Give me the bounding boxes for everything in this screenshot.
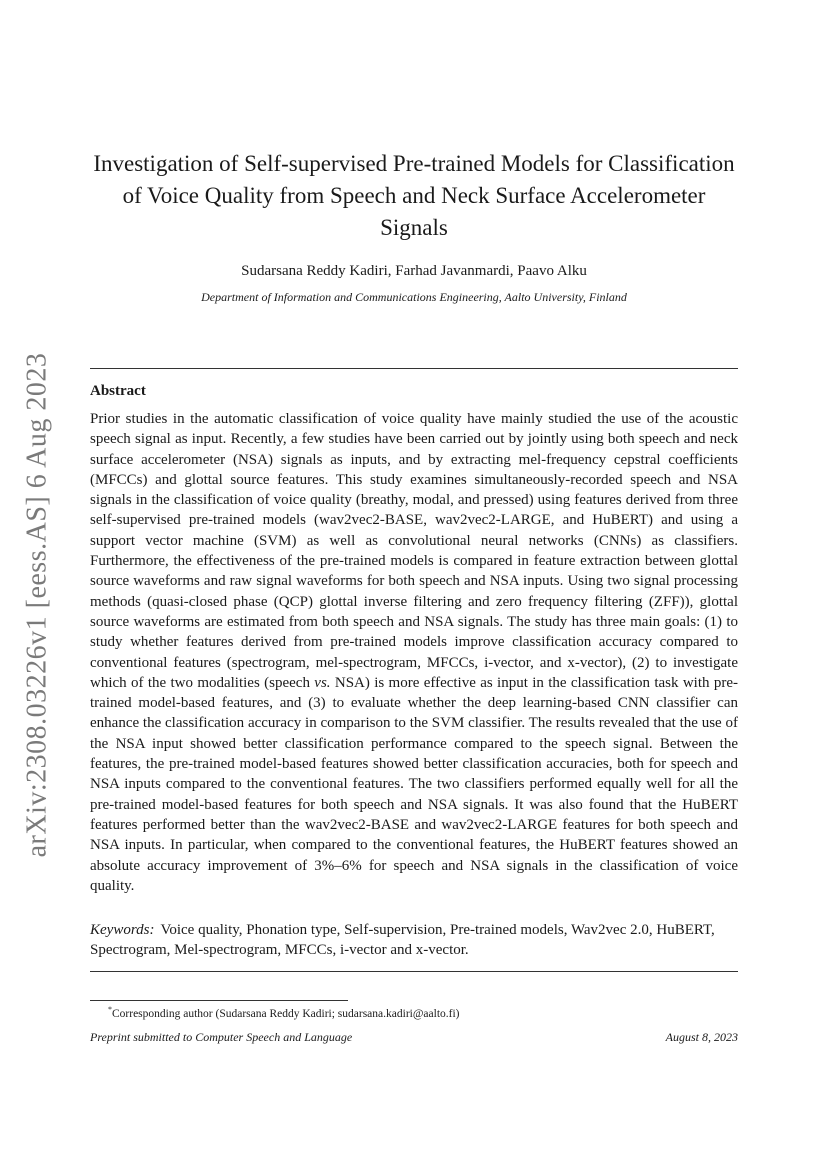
keywords — [90, 920, 738, 961]
abstract-text-part-1: Prior studies in the automatic classification of voice quality have mainly studied the use of the acoustic speech signal as input. Recently, a few studies have been carried out by jointly using both speech and neck surface accelerometer (NSA) signals as inputs, and by extracting mel-frequency cepstral coefficients (MFCCs) and glottal source features. This study examines simultaneously-recorded speech and NSA signals in the classification of voice quality (breathy, modal, and pressed) using features derived from three self-supervised pre-trained models (wav2vec2-BASE, wav2vec2-LARGE, and HuBERT) and using a support vector machine (SVM) as well as convolutional neural networks (CNNs) as classifiers. Furthermore, the effectiveness of the pre-trained models is compared in feature extraction between glottal source waveforms and raw signal waveforms for both speech and NSA inputs. Using two signal processing methods (quasi-closed phase (QCP) glottal inverse filtering and zero frequency filtering (ZFF)), glottal source waveforms are estimated from both speech and NSA signals. The study has three main goals: (1) to study whether features derived from pre-trained models improve classification accuracy compared to conventional features (spectrogram, mel-spectrogram, MFCCs, i-vector, and x-vector), (2) to investigate which of the two modalities (speech — [90, 411, 738, 691]
abstract-text-part-2: NSA) is more effective as input in the classification task with pre-trained model-based features, and (3) to evaluate whether the deep learning-based CNN classifier can enhance the classification accuracy in comparison to the SVM classifier. The results revealed that the use of the NSA input showed better classification performance compared to the speech signal. Between the features, the pre-trained model-based features showed better classification accuracies, both for speech and NSA inputs compared to the conventional features. The two classifiers performed equally well for all the pre-trained model-based features for both speech and NSA signals. It was also found that the HuBERT features performed better than the wav2vec2-BASE and wav2vec2-LARGE features for both speech and NSA inputs. In particular, when compared to the conventional features, the HuBERT features showed an absolute accuracy improvement of 3%–6% for speech and NSA signals in the classification of voice quality. — [90, 674, 738, 894]
submission-date: August 8, 2023 — [665, 1030, 738, 1044]
abstract-vs: vs. — [314, 674, 331, 691]
abstract-heading: Abstract — [90, 383, 146, 399]
keywords-label: Keywords: — [90, 922, 155, 938]
footnote-marker: * — [108, 1005, 112, 1014]
affiliation: Department of Information and Communications Engineering, Aalto University, Finland — [201, 290, 627, 304]
abstract-body — [90, 409, 738, 896]
abstract-bottom-rule — [90, 971, 738, 972]
footnote-text: Corresponding author (Sudarsana Reddy Kadiri; sudarsana.kadiri@aalto.fi) — [112, 1007, 460, 1020]
preprint-notice: Preprint submitted to Computer Speech and Language — [90, 1030, 353, 1044]
corresponding-author-footnote — [108, 1005, 460, 1020]
paper-title: Investigation of Self-supervised Pre-trained Models for Classification of Voice Quality from Speech and Neck Surface Accelerometer Signals — [93, 151, 735, 240]
footnote-rule — [90, 1000, 348, 1001]
abstract-top-rule — [90, 368, 738, 369]
arxiv-identifier — [17, 352, 57, 858]
keywords-text: Voice quality, Phonation type, Self-supervision, Pre-trained models, Wav2vec 2.0, HuBERT, Spectrogram, Mel-spectrogram, MFCCs, i-vector and x-vector. — [90, 922, 715, 959]
arxiv-identifier-text: arXiv:2308.03226v1 [eess.AS] 6 Aug 2023 — [21, 352, 53, 858]
author-list: Sudarsana Reddy Kadiri, Farhad Javanmardi, Paavo Alku — [241, 263, 587, 279]
